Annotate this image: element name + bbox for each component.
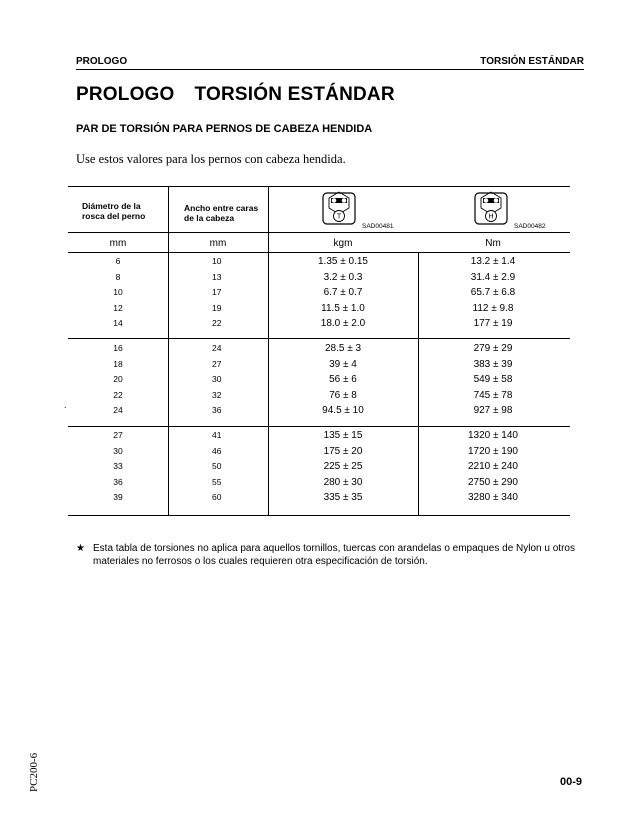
icon1-letter: T [336, 213, 342, 221]
cell-torque-kgm: 94.5 ± 10 [322, 405, 364, 416]
cell-torque-kgm: 175 ± 20 [323, 445, 363, 457]
icon2-code: SAD00482 [514, 223, 546, 230]
cell-thread-diameter: 18 [113, 358, 123, 369]
page-title-part2: TORSIÓN ESTÁNDAR [194, 84, 395, 105]
cell-thread-diameter: 6 [115, 256, 121, 266]
cell-torque-nm: 927 ± 98 [473, 405, 513, 416]
stray-mark: . [64, 400, 67, 410]
page-title-part1: PROLOGO [76, 84, 175, 105]
cell-thread-diameter: 36 [113, 476, 123, 487]
cell-width-across-flats: 36 [212, 405, 222, 415]
cell-width-across-flats: 27 [212, 358, 222, 369]
cell-thread-diameter: 30 [113, 445, 123, 456]
unit-nm: Nm [485, 238, 501, 249]
cell-width-across-flats: 22 [212, 318, 222, 328]
table-group-rule-1 [68, 338, 570, 339]
cell-torque-kgm: 28.5 ± 3 [324, 343, 362, 354]
cell-width-across-flats: 46 [212, 445, 222, 456]
cell-torque-nm: 13.2 ± 1.4 [470, 256, 516, 267]
cell-width-across-flats: 32 [212, 389, 222, 400]
cell-thread-diameter: 24 [113, 405, 123, 415]
cell-width-across-flats: 24 [212, 343, 222, 353]
cell-width-across-flats: 55 [212, 476, 222, 487]
header-section-right: TORSIÓN ESTÁNDAR [480, 56, 584, 67]
cell-width-across-flats: 13 [212, 271, 222, 282]
cell-torque-kgm: 3.2 ± 0.3 [323, 271, 363, 283]
cell-torque-nm: 1720 ± 190 [468, 445, 518, 457]
cell-torque-kgm: 225 ± 25 [323, 461, 363, 472]
cell-thread-diameter: 12 [113, 302, 123, 313]
cell-torque-kgm: 76 ± 8 [329, 389, 357, 401]
slotted-bolt-icon [322, 190, 356, 228]
cell-width-across-flats: 50 [212, 461, 222, 471]
unit-kgm: kgm [333, 238, 353, 249]
header-thread-diameter: Diámetro de la rosca del perno [82, 201, 146, 221]
icon1-code: SAD00481 [362, 223, 394, 230]
cell-torque-kgm: 39 ± 4 [329, 358, 357, 370]
cell-torque-nm: 2210 ± 240 [468, 461, 518, 472]
cell-torque-nm: 745 ± 78 [473, 389, 513, 401]
star-icon: ★ [76, 543, 85, 554]
cell-torque-nm: 3280 ± 340 [468, 492, 518, 503]
cell-torque-kgm: 11.5 ± 1.0 [321, 302, 365, 314]
unit-flats-mm: mm [209, 238, 227, 249]
cell-torque-kgm: 335 ± 35 [323, 492, 363, 503]
table-unit-rule [68, 252, 570, 253]
cell-width-across-flats: 60 [212, 492, 222, 502]
cell-torque-kgm: 18.0 ± 2.0 [320, 318, 366, 329]
cell-torque-nm: 383 ± 39 [473, 358, 513, 370]
cell-thread-diameter: 14 [113, 318, 123, 328]
table-header-rule [68, 232, 570, 233]
unit-thread-mm: mm [109, 238, 127, 249]
cell-torque-kgm: 280 ± 30 [323, 476, 363, 488]
intro-paragraph: Use estos valores para los pernos con cabeza hendida. [76, 152, 346, 166]
header-rule [76, 69, 584, 70]
cell-width-across-flats: 10 [212, 256, 222, 266]
model-side-label: PC200-6 [28, 752, 40, 792]
cell-width-across-flats: 17 [212, 287, 222, 297]
cell-thread-diameter: 8 [115, 271, 121, 282]
cell-torque-nm: 177 ± 19 [473, 318, 513, 329]
page-number: 00-9 [559, 776, 582, 788]
cell-torque-kgm: 1.35 ± 0.15 [318, 256, 368, 267]
torque-table [68, 186, 570, 516]
header-section-left: PROLOGO [76, 56, 128, 67]
footnote [76, 542, 586, 568]
cell-thread-diameter: 27 [113, 430, 123, 440]
table-bottom-rule [68, 515, 570, 516]
cell-torque-nm: 549 ± 58 [473, 374, 513, 385]
cell-torque-nm: 112 ± 9.8 [472, 302, 514, 314]
table-top-rule [68, 186, 570, 187]
footnote-text: Esta tabla de torsiones no aplica para aquellos tornillos, tuercas con arandelas o empaques de Nylon u otros materiales no ferrosos o los cuales requieren otra especificación de torsión. [93, 543, 575, 567]
cell-torque-kgm: 135 ± 15 [323, 430, 363, 441]
cell-torque-nm: 2750 ± 290 [468, 476, 518, 488]
cell-width-across-flats: 19 [212, 302, 222, 313]
cell-torque-nm: 31.4 ± 2.9 [470, 271, 516, 283]
cell-thread-diameter: 39 [113, 492, 123, 502]
cell-torque-nm: 65.7 ± 6.8 [470, 287, 516, 298]
cell-thread-diameter: 10 [113, 287, 123, 297]
cell-width-across-flats: 30 [212, 374, 222, 384]
section-subtitle: PAR DE TORSIÓN PARA PERNOS DE CABEZA HENDIDA [76, 123, 373, 135]
icon2-letter: H [488, 213, 494, 221]
cell-thread-diameter: 16 [113, 343, 123, 353]
cell-torque-kgm: 56 ± 6 [329, 374, 357, 385]
slotted-bolt-icon-2 [474, 190, 508, 228]
header-width-across-flats: Ancho entre caras de la cabeza [184, 203, 259, 223]
cell-width-across-flats: 41 [212, 430, 222, 440]
cell-thread-diameter: 33 [113, 461, 123, 471]
cell-thread-diameter: 22 [113, 389, 123, 400]
page-title [76, 84, 395, 106]
cell-torque-nm: 1320 ± 140 [468, 430, 518, 441]
table-group-rule-2 [68, 426, 570, 427]
cell-torque-nm: 279 ± 29 [473, 343, 513, 354]
cell-torque-kgm: 6.7 ± 0.7 [323, 287, 363, 298]
cell-thread-diameter: 20 [113, 374, 123, 384]
